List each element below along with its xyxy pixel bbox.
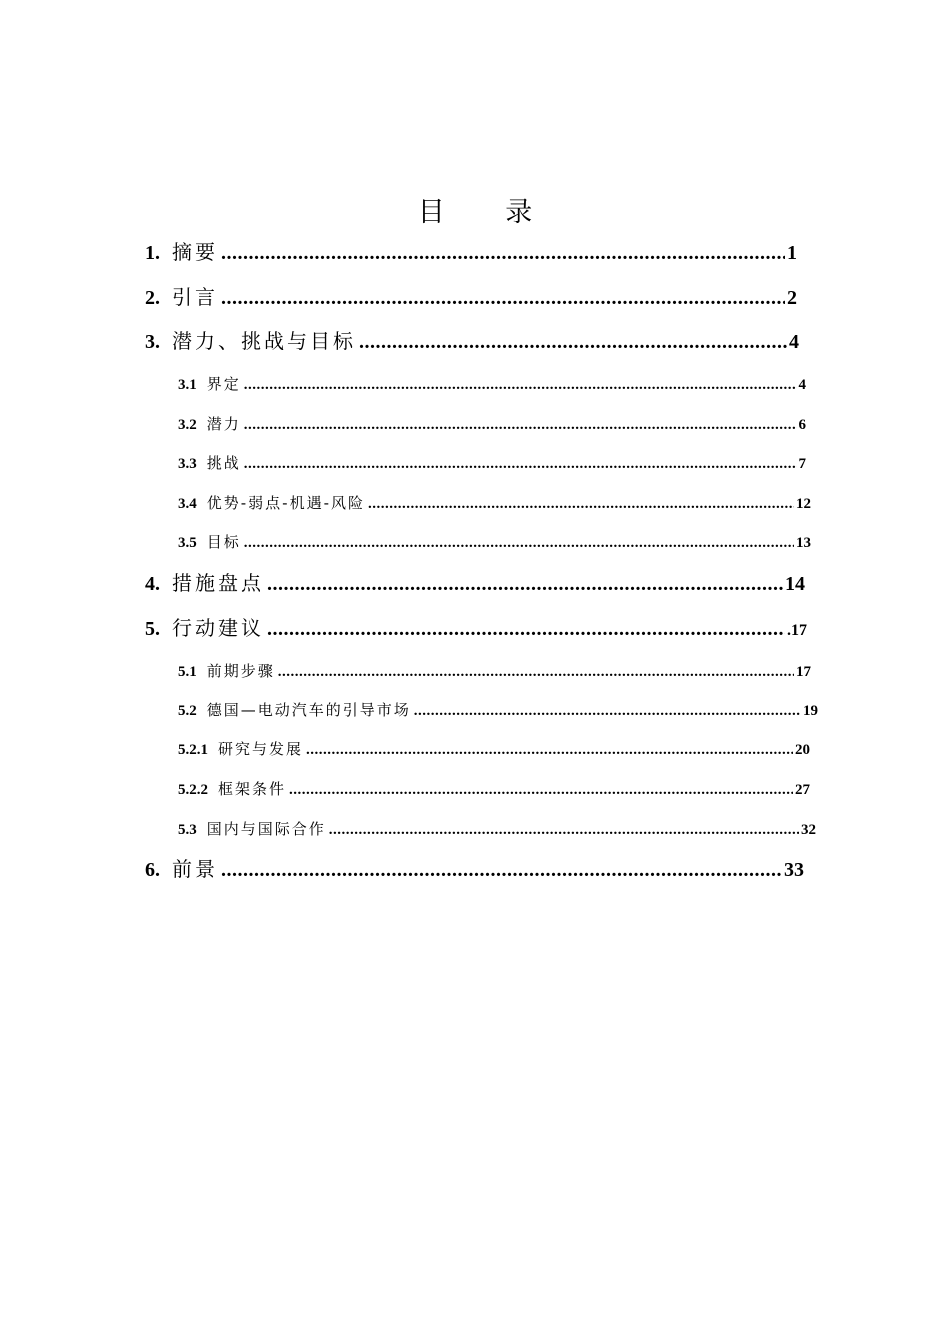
toc-entry[interactable] (145, 325, 799, 354)
toc-entry-number: 3.5 (178, 535, 197, 551)
toc-dot-leader (221, 242, 785, 265)
toc-entry-label: 框架条件 (218, 780, 287, 798)
toc-entry-number: 3. (145, 331, 160, 353)
toc-entry-page: .17 (787, 622, 807, 639)
toc-title: 目 录 (417, 197, 559, 229)
toc-dot-leader (306, 742, 793, 759)
toc-entry-page: 27 (795, 782, 810, 798)
toc-entry[interactable] (178, 413, 806, 434)
toc-entry-page: 20 (795, 742, 810, 758)
toc-entry[interactable] (178, 660, 811, 681)
toc-entry-number: 3.3 (178, 456, 197, 472)
toc-dot-leader (329, 822, 799, 839)
toc-entry[interactable] (178, 818, 816, 839)
toc-dot-leader (289, 782, 793, 799)
toc-entry-label: 优势-弱点-机遇-风险 (206, 494, 365, 512)
toc-entry-page: 13 (796, 535, 811, 551)
toc-entry[interactable] (178, 492, 811, 513)
toc-entry-page: 4 (789, 331, 799, 353)
toc-entry[interactable] (145, 612, 807, 641)
toc-entry-page: 17 (796, 664, 811, 680)
toc-dot-leader (244, 456, 797, 473)
toc-entry-page: 2 (787, 287, 797, 309)
toc-entry-label: 目标 (206, 533, 241, 551)
toc-entry-label: 前景 (172, 857, 218, 881)
toc-entry[interactable] (178, 373, 806, 394)
toc-entry-number: 5.3 (178, 822, 197, 838)
toc-entry[interactable] (178, 452, 806, 473)
toc-dot-leader (244, 535, 794, 552)
toc-entry-label: 德国—电动汽车的引导市场 (206, 701, 411, 719)
toc-dot-leader (267, 618, 785, 641)
toc-entry-number: 3.2 (178, 417, 197, 433)
toc-entry-label: 措施盘点 (172, 571, 264, 595)
toc-entry-label: 国内与国际合作 (206, 820, 326, 838)
toc-entry-number: 5.2.2 (178, 782, 208, 798)
toc-entry-label: 前期步骤 (206, 662, 275, 680)
toc-entry-page: 32 (801, 822, 816, 838)
toc-entry-page: 6 (798, 417, 806, 433)
toc-entry-number: 5.1 (178, 664, 197, 680)
toc-entry-page: 7 (798, 456, 806, 472)
toc-entry-number: 1. (145, 242, 160, 264)
toc-dot-leader (368, 496, 794, 513)
toc-dot-leader (221, 287, 785, 310)
toc-entry-number: 5.2.1 (178, 742, 208, 758)
toc-entry-number: 2. (145, 287, 160, 309)
toc-entry-label: 潜力、挑战与目标 (172, 329, 356, 353)
toc-dot-leader (244, 377, 797, 394)
toc-dot-leader (414, 703, 801, 720)
toc-entry[interactable] (178, 778, 810, 799)
toc-dot-leader (244, 417, 797, 434)
toc-entry-number: 3.4 (178, 496, 197, 512)
toc-entry-label: 研究与发展 (218, 740, 304, 758)
toc-entry-page: 14 (785, 573, 805, 595)
toc-entry[interactable] (178, 738, 810, 759)
toc-entry-page: 12 (796, 496, 811, 512)
toc-entry-number: 6. (145, 859, 160, 881)
toc-entry-number: 5.2 (178, 703, 197, 719)
toc-entry[interactable] (145, 281, 797, 310)
toc-entry-number: 3.1 (178, 377, 197, 393)
toc-entry-number: 4. (145, 573, 160, 595)
toc-entry[interactable] (145, 567, 805, 596)
toc-entry-label: 摘要 (172, 240, 218, 264)
toc-entry-label: 潜力 (206, 415, 241, 433)
toc-entry-label: 界定 (206, 375, 241, 393)
toc-entry-page: 4 (798, 377, 806, 393)
toc-entry-label: 挑战 (206, 454, 241, 472)
toc-dot-leader (359, 331, 787, 354)
toc-entry[interactable] (178, 531, 811, 552)
toc-dot-leader (278, 664, 794, 681)
toc-entry[interactable] (145, 236, 797, 265)
toc-dot-leader (267, 573, 783, 596)
toc-dot-leader (221, 859, 782, 882)
toc-entry-page: 1 (787, 242, 797, 264)
toc-entry[interactable] (178, 699, 818, 720)
toc-entry-number: 5. (145, 618, 160, 640)
toc-entry-page: 19 (803, 703, 818, 719)
toc-entry-page: 33 (784, 859, 804, 881)
toc-entry-label: 行动建议 (172, 616, 264, 640)
toc-entry[interactable] (145, 853, 804, 882)
toc-entry-label: 引言 (172, 285, 218, 309)
